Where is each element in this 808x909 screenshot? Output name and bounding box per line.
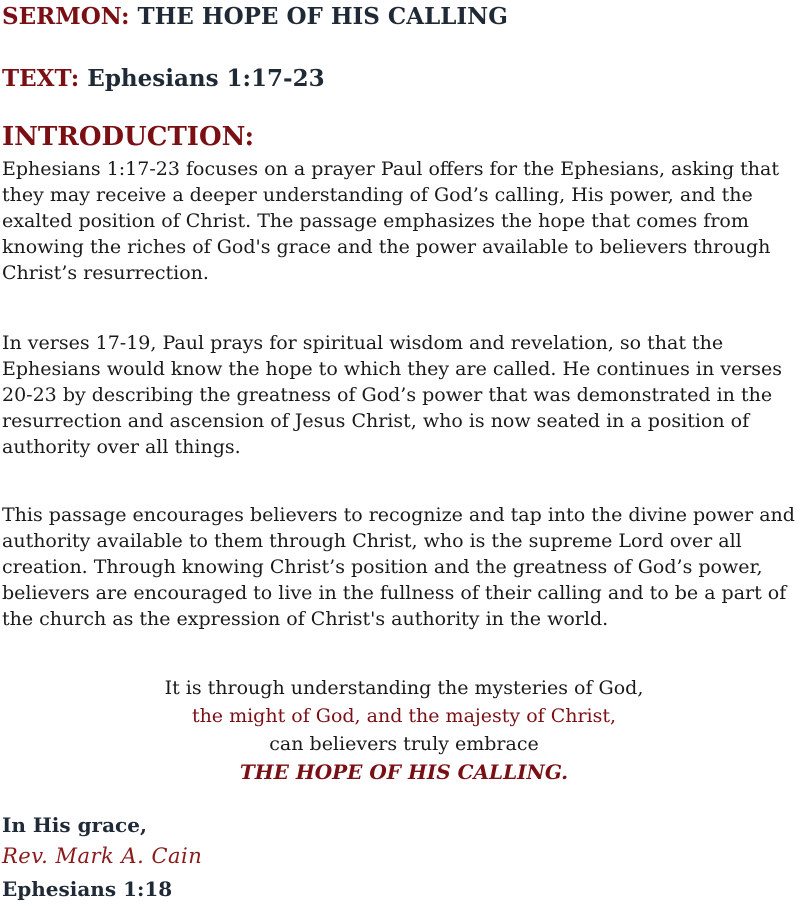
quote-line-2: the might of God, and the majesty of Christ, xyxy=(191,705,617,727)
introduction-heading: INTRODUCTION: xyxy=(2,122,255,152)
signature: Rev. Mark A. Cain xyxy=(2,844,203,868)
quote-line-4: THE HOPE OF HIS CALLING. xyxy=(239,760,569,784)
intro-paragraph-1: Ephesians 1:17-23 focuses on a prayer Paul offers for the Ephesians, asking that they may receive a deeper understanding of God’s calling, His power, and the exalted position of Christ. The passage emphasizes the hope that comes from knowing the riches of God's grace and the power available to believers through Christ’s resurrection. xyxy=(2,158,779,284)
quote-line-1: It is through understanding the mysteries of God, xyxy=(164,677,644,699)
intro-paragraph-2: In verses 17-19, Paul prays for spiritual wisdom and revelation, so that the Ephesians would know the hope to which they are called. He continues in verses 20-23 by describing the greatness of God’s power that was demonstrated in the resurrection and ascension of Jesus Christ, who is now seated in a position of authority over all things. xyxy=(2,332,783,458)
text-label: TEXT: xyxy=(2,65,80,92)
sermon-title xyxy=(2,3,508,31)
intro-paragraph-3: This passage encourages believers to recognize and tap into the divine power and authority available to them through Christ, who is the supreme Lord over all creation. Through knowing Christ’s position and the greatness of God’s power, believers are encouraged to live in the fullness of their calling and to be a part of the church as the expression of Christ's authority in the world. xyxy=(2,504,795,630)
closing-reference: Ephesians 1:18 xyxy=(2,877,173,901)
quote-line-3: can believers truly embrace xyxy=(269,733,539,755)
closing-quote xyxy=(0,674,808,786)
sermon-title-text: THE HOPE OF HIS CALLING xyxy=(129,3,508,30)
scripture-reference: Ephesians 1:17-23 xyxy=(79,65,325,92)
scripture-text-heading xyxy=(2,65,325,93)
sermon-label: SERMON: xyxy=(2,3,130,30)
salutation: In His grace, xyxy=(2,813,147,837)
